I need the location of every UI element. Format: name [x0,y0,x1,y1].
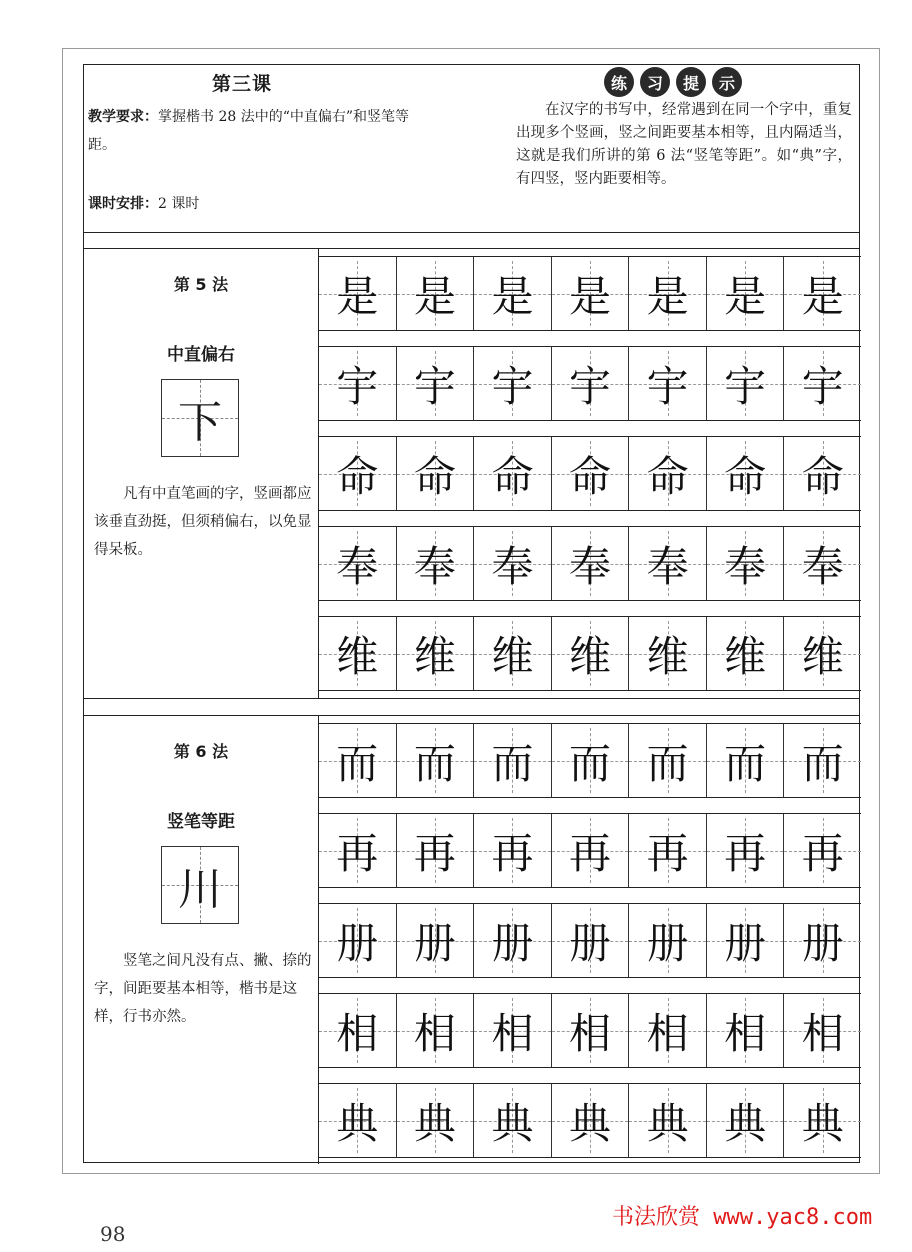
practice-cell [319,437,397,510]
practice-character: 维 [724,631,767,681]
practice-cell [552,904,630,977]
practice-cell [397,724,475,797]
practice-character: 典 [336,1098,379,1148]
practice-cell [629,1084,707,1157]
practice-character: 而 [646,738,689,788]
practice-character: 奉 [646,541,689,591]
practice-character: 命 [646,451,689,501]
worksheet [83,64,860,1163]
example-character-box [161,379,239,457]
practice-character: 宇 [724,361,767,411]
practice-cell [707,257,785,330]
practice-character: 再 [724,828,767,878]
practice-character: 册 [491,918,534,968]
practice-character: 是 [801,271,844,321]
schedule-label: 课时安排： [88,196,158,212]
practice-tips-text: 在汉字的书写中，经常遇到在同一个字中，重复出现多个竖画，竖之间距要基本相等，且内隔适当，这就是我们所讲的第 6 法“竖笔等距”。如“典”字，有四竖，竖内距要相等。 [516,102,852,187]
schedule-text: 2 课时 [158,196,200,212]
practice-character: 册 [646,918,689,968]
law-description: 竖笔之间凡没有点、撇、捺的字，间距要基本相等，楷书是这样，行书亦然。 [94,953,312,1025]
practice-character: 而 [569,738,612,788]
practice-character: 册 [569,918,612,968]
law-explanation-panel [84,715,319,1164]
practice-character: 典 [724,1098,767,1148]
practice-cell [784,994,861,1067]
practice-cell [784,814,861,887]
practice-character: 册 [336,918,379,968]
practice-cell [707,527,785,600]
practice-character: 典 [569,1098,612,1148]
practice-cell [319,814,397,887]
law-name: 竖笔等距 [167,812,235,832]
practice-character: 册 [724,918,767,968]
practice-character: 再 [413,828,456,878]
practice-character: 而 [724,738,767,788]
practice-character: 册 [413,918,456,968]
tip-circle-badge: 练 [604,67,634,97]
practice-cell [474,617,552,690]
lesson-schedule [88,193,199,213]
practice-row [319,346,861,421]
practice-cell [397,347,475,420]
practice-cell [629,437,707,510]
practice-character: 维 [413,631,456,681]
practice-cell [319,257,397,330]
practice-cell [784,617,861,690]
practice-row [319,1083,861,1158]
practice-character: 典 [646,1098,689,1148]
requirement-text: 掌握楷书 28 法中的“中直偏右”和竖笔等距。 [88,109,410,153]
law-explanation-panel [84,248,319,698]
practice-character: 而 [801,738,844,788]
practice-cell [552,527,630,600]
practice-character: 奉 [336,541,379,591]
practice-cell [707,347,785,420]
requirement-label: 教学要求： [88,109,158,125]
practice-character: 相 [724,1008,767,1058]
teaching-requirement [88,103,418,159]
practice-cell [474,347,552,420]
law-description: 凡有中直笔画的字，竖画都应该垂直劲挺，但须稍偏右，以免显得呆板。 [94,486,312,558]
practice-cell [784,347,861,420]
lesson-header [84,65,859,233]
practice-character: 册 [801,918,844,968]
practice-cell [707,994,785,1067]
practice-character: 相 [336,1008,379,1058]
practice-cell [397,994,475,1067]
law-number: 第 6 法 [173,742,229,761]
practice-cell [784,437,861,510]
practice-cell [784,724,861,797]
law-section [84,715,859,1164]
practice-cell [629,904,707,977]
practice-character: 维 [801,631,844,681]
practice-cell [552,617,630,690]
practice-character: 奉 [801,541,844,591]
practice-cell [397,617,475,690]
practice-character: 典 [491,1098,534,1148]
practice-cell [397,437,475,510]
practice-character: 奉 [724,541,767,591]
practice-cell [319,617,397,690]
practice-cell [552,437,630,510]
practice-cell [319,347,397,420]
practice-cell [319,527,397,600]
practice-cell [552,1084,630,1157]
practice-row [319,723,861,798]
practice-character: 维 [569,631,612,681]
practice-row [319,813,861,888]
practice-cell [552,347,630,420]
practice-row [319,526,861,601]
practice-cell [474,904,552,977]
practice-character: 命 [413,451,456,501]
practice-character: 相 [569,1008,612,1058]
practice-character: 维 [646,631,689,681]
law-number: 第 5 法 [173,275,229,294]
practice-cell [629,527,707,600]
practice-cell [707,814,785,887]
practice-cell [397,1084,475,1157]
practice-cell [397,527,475,600]
practice-character: 再 [491,828,534,878]
practice-cell [707,1084,785,1157]
practice-character: 宇 [413,361,456,411]
practice-character: 而 [413,738,456,788]
practice-character: 维 [336,631,379,681]
practice-character: 相 [801,1008,844,1058]
practice-cell [319,724,397,797]
practice-cell [707,437,785,510]
tip-circle-badge: 示 [712,67,742,97]
practice-cell [552,724,630,797]
practice-cell [397,257,475,330]
practice-character: 是 [724,271,767,321]
practice-character: 维 [491,631,534,681]
practice-cell [552,994,630,1067]
practice-character: 再 [801,828,844,878]
practice-character: 奉 [413,541,456,591]
practice-row [319,436,861,511]
practice-cell [319,1084,397,1157]
practice-cell [552,814,630,887]
practice-cell [474,724,552,797]
practice-character: 而 [336,738,379,788]
practice-character: 命 [491,451,534,501]
practice-character: 宇 [491,361,534,411]
example-character-box [161,846,239,924]
practice-character: 典 [413,1098,456,1148]
practice-character: 是 [491,271,534,321]
practice-cell [319,994,397,1067]
practice-character: 是 [569,271,612,321]
practice-cell [629,994,707,1067]
practice-cell [629,814,707,887]
practice-cell [397,814,475,887]
example-character: 川 [178,864,222,915]
page-number: 98 [100,1222,126,1246]
practice-cell [474,1084,552,1157]
practice-character: 是 [336,271,379,321]
practice-cell [629,617,707,690]
practice-cell [474,814,552,887]
watermark: 书法欣赏 www.yac8.com [612,1205,873,1230]
practice-cell [474,994,552,1067]
practice-cell [552,257,630,330]
practice-cell [629,724,707,797]
practice-character: 命 [336,451,379,501]
practice-character: 而 [491,738,534,788]
tip-circle-badge: 提 [676,67,706,97]
practice-cell [707,617,785,690]
practice-character: 再 [646,828,689,878]
practice-cell [784,257,861,330]
practice-row [319,616,861,691]
practice-cell [474,527,552,600]
practice-character: 是 [646,271,689,321]
practice-character: 是 [413,271,456,321]
law-section [84,248,859,698]
practice-cell [629,347,707,420]
practice-cell [397,904,475,977]
divider [84,232,859,233]
practice-character: 典 [801,1098,844,1148]
law-name: 中直偏右 [167,345,235,365]
practice-cell [629,257,707,330]
practice-character: 再 [336,828,379,878]
practice-tips-heading [604,67,742,97]
practice-cell [319,904,397,977]
practice-character: 相 [413,1008,456,1058]
section-divider [84,715,859,716]
section-divider [84,698,859,699]
practice-character: 奉 [569,541,612,591]
practice-cell [707,724,785,797]
practice-character: 宇 [569,361,612,411]
practice-cell [784,527,861,600]
practice-cell [707,904,785,977]
practice-character: 命 [569,451,612,501]
practice-character: 奉 [491,541,534,591]
lesson-title: 第三课 [212,73,273,95]
practice-row [319,256,861,331]
example-character: 下 [178,397,222,448]
practice-cell [784,1084,861,1157]
practice-character: 宇 [801,361,844,411]
practice-character: 宇 [646,361,689,411]
practice-cell [784,904,861,977]
practice-cell [474,257,552,330]
practice-character: 宇 [336,361,379,411]
practice-character: 相 [646,1008,689,1058]
practice-character: 再 [569,828,612,878]
practice-row [319,903,861,978]
practice-character: 命 [724,451,767,501]
practice-cell [474,437,552,510]
practice-row [319,993,861,1068]
practice-character: 相 [491,1008,534,1058]
practice-character: 命 [801,451,844,501]
tip-circle-badge: 习 [640,67,670,97]
